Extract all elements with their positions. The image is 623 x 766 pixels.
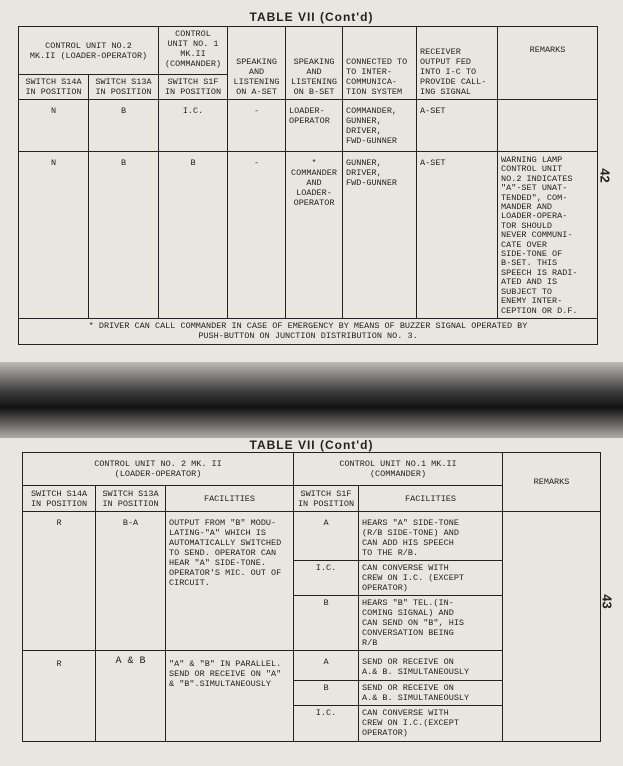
cell-s14a: N (19, 100, 89, 152)
cell-s14a: N (19, 152, 89, 319)
header-facilities-unit-2: FACILITIES (166, 486, 294, 512)
cell-facilities: SEND OR RECEIVE ON A.& B. SIMULTANEOUSLY (359, 651, 503, 681)
cell-remarks: WARNING LAMP CONTROL UNIT NO.2 INDICATES "A"-SET UNAT- TENDED", COM- MANDER AND LOADER-OPERA- TOR SHOULD NEVER COMMUNI- CATE OVER SIDE-TONE OF B-SET. THIS SPEECH IS RADI- ATED AND IS SUBJECT TO ENEMY INTER- CEPTION OR D.F. (498, 152, 598, 319)
cell-b-set: * COMMANDER AND LOADER- OPERATOR (286, 152, 343, 319)
table-vii-lower (22, 452, 601, 742)
page-number: 43 (599, 594, 615, 609)
header-switch-s13a: SWITCH S13A IN POSITION (89, 75, 159, 100)
header-switch-s13a: SWITCH S13A IN POSITION (96, 486, 166, 512)
cell-facilities: OUTPUT FROM "B" MODU- LATING-"A" WHICH IS AUTOMATICALLY SWITCHED TO SEND. OPERATOR CAN HEAR "A" SIDE-TONE. OPERATOR'S MIC. OUT OF CIRCUIT. (166, 512, 294, 651)
header-control-unit-1: CONTROL UNIT NO. 1 MK.II (COMMANDER) (159, 27, 228, 75)
table-row (23, 512, 601, 561)
cell-s1f: B (294, 681, 359, 706)
cell-b-set: LOADER- OPERATOR (286, 100, 343, 152)
header-remarks: REMARKS (498, 27, 598, 100)
cell-facilities: SEND OR RECEIVE ON A.& B. SIMULTANEOUSLY (359, 681, 503, 706)
header-switch-s14a: SWITCH S14A IN POSITION (23, 486, 96, 512)
cell-s1f: I.C. (294, 706, 359, 742)
header-facilities-unit-1: FACILITIES (359, 486, 503, 512)
cell-s1f: I.C. (159, 100, 228, 152)
cell-remarks (498, 100, 598, 152)
table-row (19, 100, 598, 152)
cell-facilities: CAN CONVERSE WITH CREW ON I.C. (EXCEPT OPERATOR) (359, 561, 503, 596)
cell-s1f: B (159, 152, 228, 319)
cell-facilities: HEARS "A" SIDE-TONE (R/B SIDE-TONE) AND CAN ADD HIS SPEECH TO THE R/B. (359, 512, 503, 561)
cell-connected: COMMANDER, GUNNER, DRIVER, FWD-GUNNER (343, 100, 417, 152)
page-upper (0, 0, 623, 362)
cell-s1f: I.C. (294, 561, 359, 596)
cell-facilities: "A" & "B" IN PARALLEL. SEND OR RECEIVE ON "A" & "B".SIMULTANEOUSLY (166, 651, 294, 742)
cell-receiver: A-SET (417, 100, 498, 152)
footnote: * DRIVER CAN CALL COMMANDER IN CASE OF EMERGENCY BY MEANS OF BUZZER SIGNAL OPERATED BY PUSH-BUTTON ON JUNCTION DISTRIBUTION NO. 3. (19, 318, 598, 344)
cell-facilities: HEARS "B" TEL.(IN- COMING SIGNAL) AND CAN SEND ON "B", HIS CONVERSATION BEING R/B (359, 596, 503, 651)
cell-s14a: R (23, 651, 96, 742)
header-connected: CONNECTED TO TO INTER- COMMUNICA- TION SYSTEM (343, 27, 417, 100)
page-lower (0, 438, 623, 766)
table-title: TABLE VII (Cont'd) (249, 438, 374, 452)
cell-s1f: B (294, 596, 359, 651)
cell-connected: GUNNER, DRIVER, FWD-GUNNER (343, 152, 417, 319)
table-row (19, 152, 598, 319)
cell-s13a: B (89, 152, 159, 319)
header-control-unit-1: CONTROL UNIT NO.1 MK.II (COMMANDER) (294, 453, 503, 486)
header-switch-s14a: SWITCH S14A IN POSITION (19, 75, 89, 100)
cell-s1f: A (294, 651, 359, 681)
cell-s1f: A (294, 512, 359, 561)
cell-s13a: A & B (96, 651, 166, 742)
cell-a-set: - (228, 152, 286, 319)
header-control-unit-2: CONTROL UNIT NO.2 MK.II (LOADER-OPERATOR) (19, 27, 159, 75)
cell-s14a: R (23, 512, 96, 651)
header-switch-s1f: SWITCH S1F IN POSITION (159, 75, 228, 100)
header-control-unit-2: CONTROL UNIT NO. 2 MK. II (LOADER-OPERATOR) (23, 453, 294, 486)
page-spine-shadow (0, 362, 623, 438)
table-vii-upper (18, 26, 598, 345)
header-receiver: RECEIVER OUTPUT FED INTO I-C TO PROVIDE CALL- ING SIGNAL (417, 27, 498, 100)
cell-receiver: A-SET (417, 152, 498, 319)
cell-s13a: B (89, 100, 159, 152)
header-remarks: REMARKS (503, 453, 601, 512)
cell-a-set: - (228, 100, 286, 152)
table-title: TABLE VII (Cont'd) (249, 10, 374, 24)
cell-remarks (503, 512, 601, 742)
cell-s13a: B-A (96, 512, 166, 651)
header-speaking-a: SPEAKING AND LISTENING ON A-SET (228, 27, 286, 100)
page-number: 42 (597, 168, 613, 183)
header-switch-s1f: SWITCH S1F IN POSITION (294, 486, 359, 512)
cell-facilities: CAN CONVERSE WITH CREW ON I.C.(EXCEPT OPERATOR) (359, 706, 503, 742)
header-speaking-b: SPEAKING AND LISTENING ON B-SET (286, 27, 343, 100)
